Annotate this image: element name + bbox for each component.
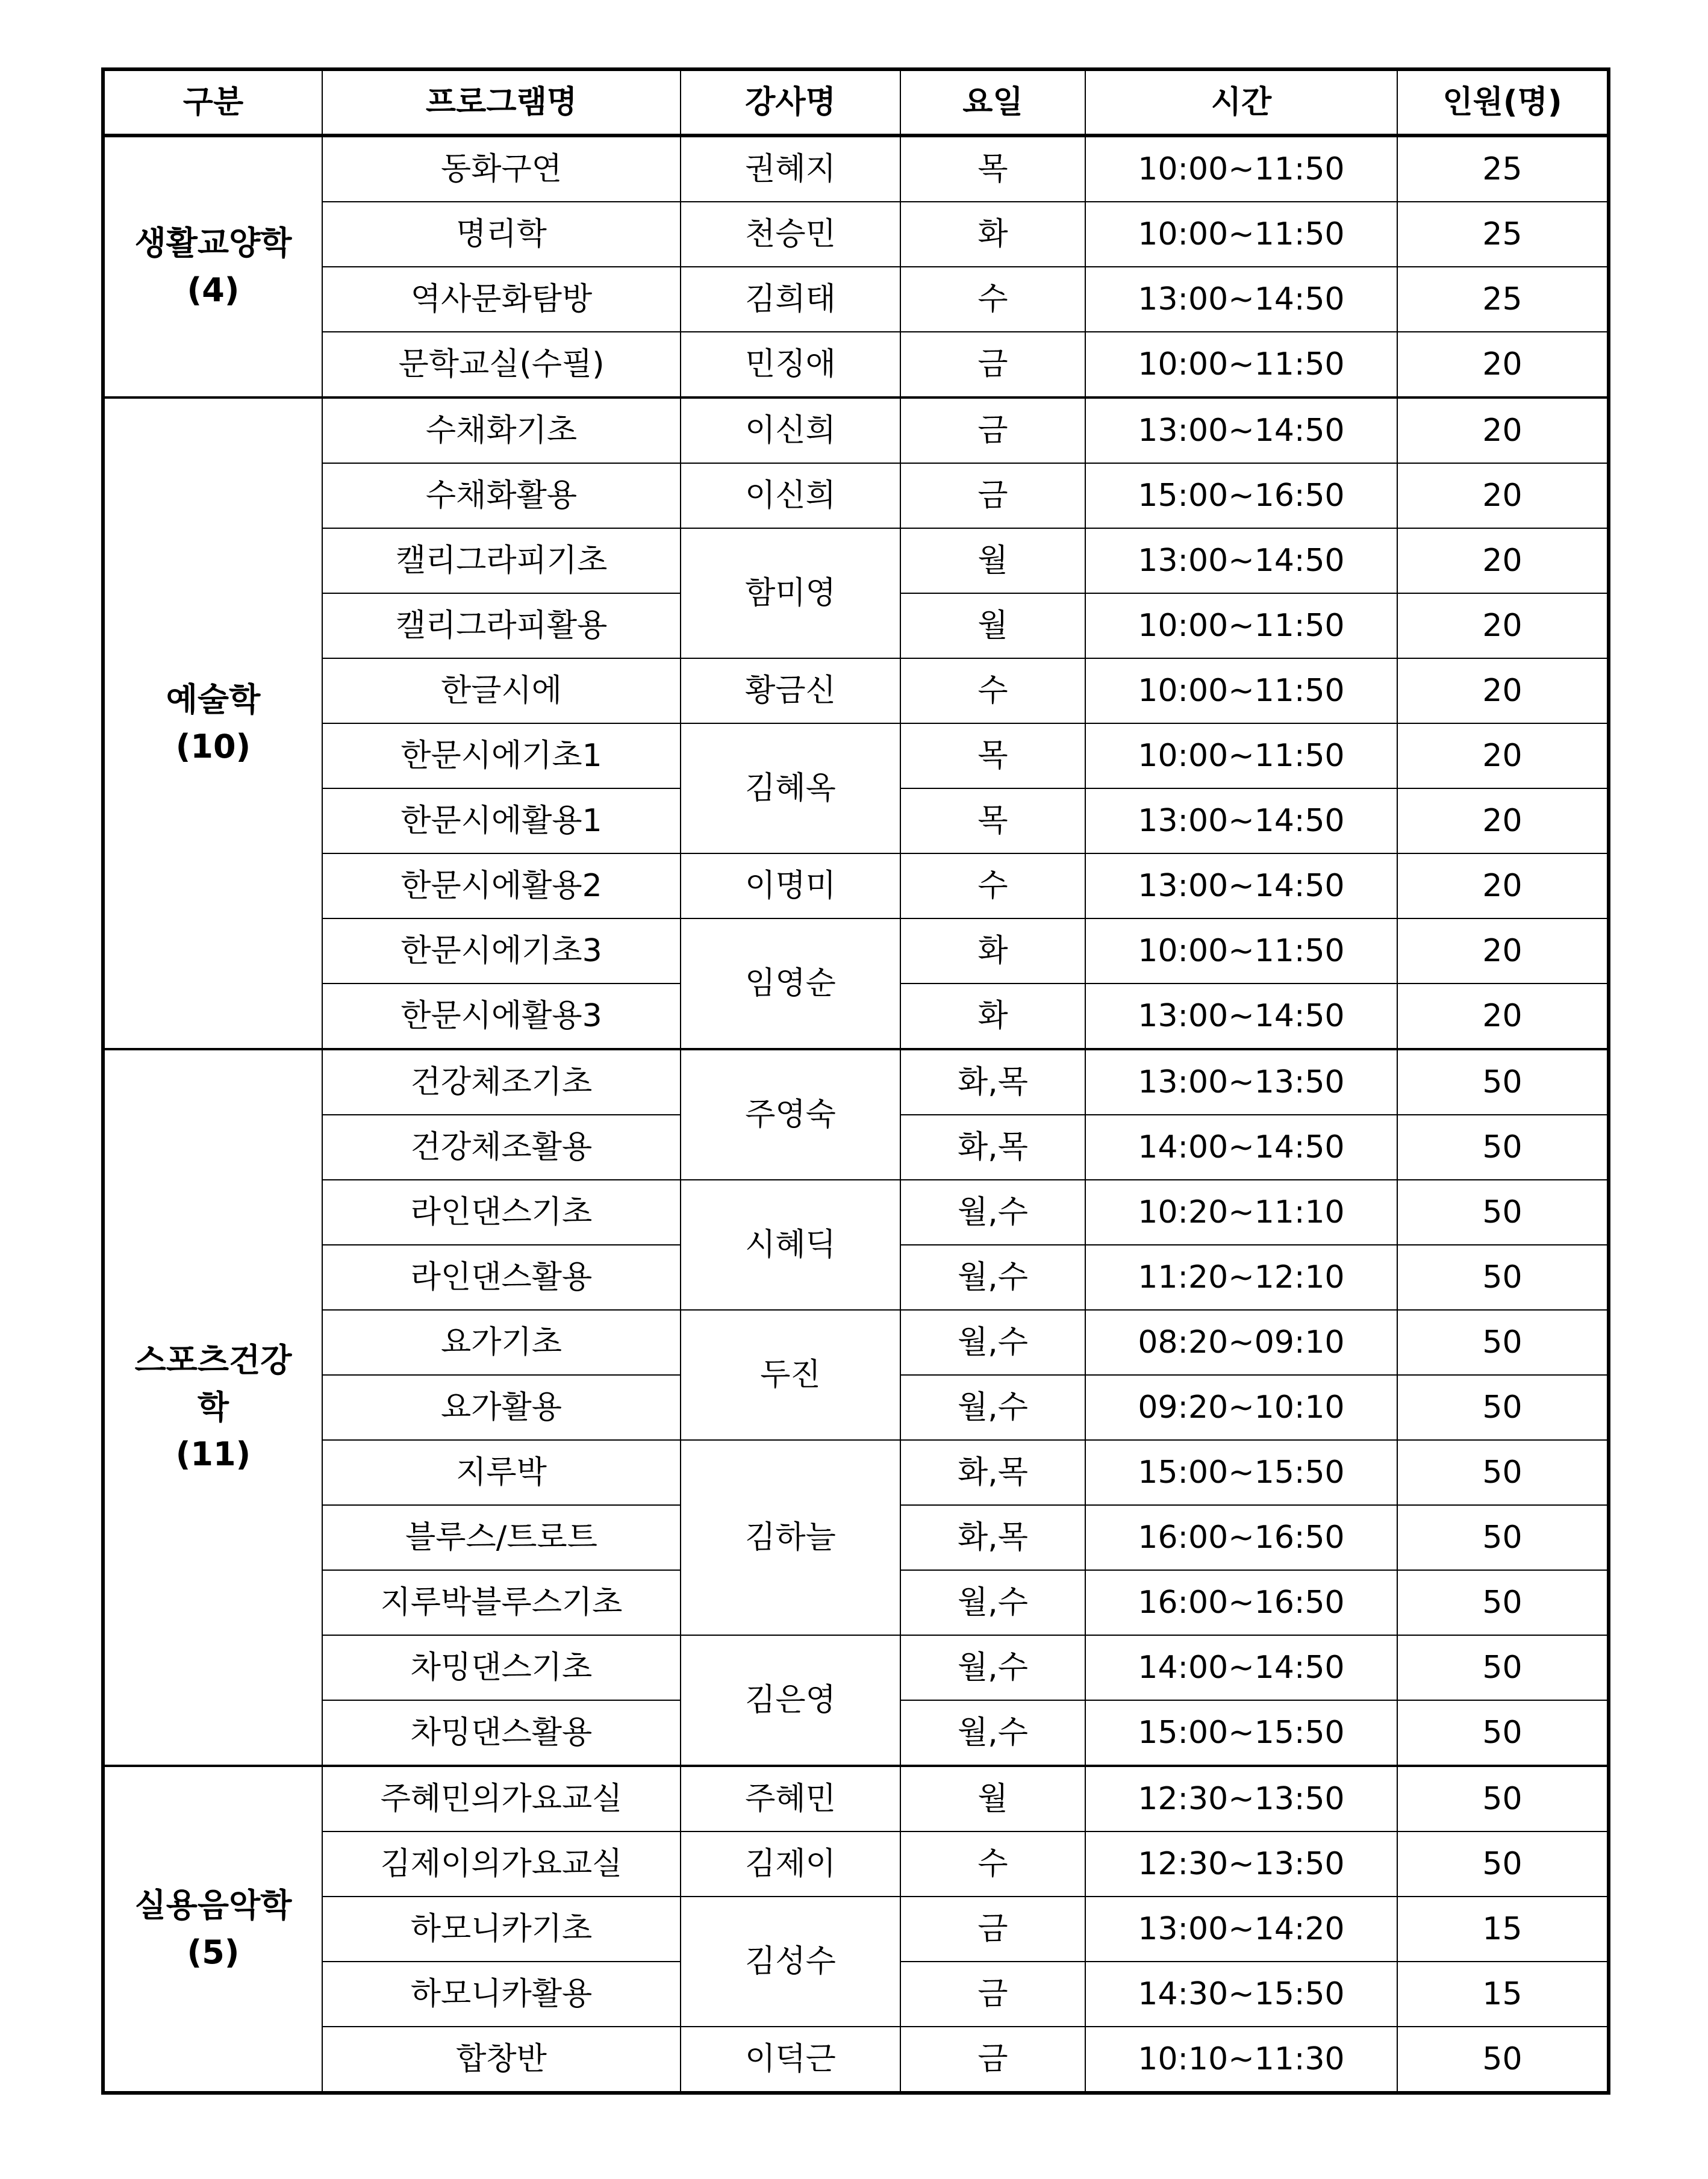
instructor-cell: 김혜옥: [681, 723, 900, 853]
category-count: (5): [187, 1933, 240, 1971]
program-name-cell: 역사문화탐방: [322, 267, 681, 332]
program-name-cell: 한문시에기초1: [322, 723, 681, 788]
program-name-cell: 수채화활용: [322, 463, 681, 528]
table-row: [103, 1440, 1609, 1505]
table-row: [103, 918, 1609, 984]
category-name: 생활교양학: [134, 223, 292, 262]
program-name-cell: 캘리그라피기초: [322, 528, 681, 593]
time-cell: 15:00~15:50: [1085, 1700, 1397, 1766]
instructor-cell: 임영순: [681, 918, 900, 1049]
category-count: (4): [187, 271, 240, 309]
instructor-cell: 천승민: [681, 202, 900, 267]
program-name-cell: 지루박: [322, 1440, 681, 1505]
day-cell: 목: [900, 788, 1085, 853]
time-cell: 13:00~14:50: [1085, 788, 1397, 853]
capacity-cell: 50: [1397, 1115, 1609, 1180]
table-row: [103, 1180, 1609, 1245]
time-cell: 15:00~16:50: [1085, 463, 1397, 528]
program-name-cell: 한문시에활용2: [322, 853, 681, 918]
instructor-cell: 이신희: [681, 397, 900, 463]
day-cell: 월,수: [900, 1375, 1085, 1440]
category-cell: [103, 397, 322, 1049]
instructor-cell: 민징애: [681, 332, 900, 397]
program-name-cell: 하모니카기초: [322, 1897, 681, 1962]
table-row: [103, 853, 1609, 918]
program-schedule-table: [101, 67, 1610, 2095]
table-row: [103, 136, 1609, 202]
day-cell: 수: [900, 853, 1085, 918]
instructor-cell: 김제이: [681, 1831, 900, 1897]
header-time: 시간: [1085, 69, 1397, 136]
day-cell: 화,목: [900, 1440, 1085, 1505]
table-row: [103, 528, 1609, 593]
table-row: [103, 397, 1609, 463]
capacity-cell: 25: [1397, 202, 1609, 267]
table-row: [103, 1635, 1609, 1700]
header-capacity: 인원(명): [1397, 69, 1609, 136]
time-cell: 08:20~09:10: [1085, 1310, 1397, 1375]
program-name-cell: 김제이의가요교실: [322, 1831, 681, 1897]
instructor-cell: 함미영: [681, 528, 900, 658]
instructor-cell: 황금신: [681, 658, 900, 723]
instructor-cell: 이덕근: [681, 2027, 900, 2093]
instructor-cell: 김은영: [681, 1635, 900, 1766]
program-name-cell: 지루박블루스기초: [322, 1570, 681, 1635]
instructor-cell: 두진: [681, 1310, 900, 1440]
time-cell: 10:00~11:50: [1085, 918, 1397, 984]
category-count: (10): [175, 728, 251, 765]
schedule-document: [101, 67, 1607, 2095]
time-cell: 13:00~13:50: [1085, 1049, 1397, 1115]
time-cell: 10:00~11:50: [1085, 332, 1397, 397]
category-cell: [103, 1766, 322, 2093]
header-row: [103, 69, 1609, 136]
instructor-cell: 김성수: [681, 1897, 900, 2027]
day-cell: 금: [900, 463, 1085, 528]
day-cell: 월,수: [900, 1310, 1085, 1375]
time-cell: 13:00~14:50: [1085, 397, 1397, 463]
day-cell: 수: [900, 658, 1085, 723]
capacity-cell: 50: [1397, 1245, 1609, 1310]
day-cell: 월: [900, 528, 1085, 593]
instructor-cell: 주영숙: [681, 1049, 900, 1180]
program-name-cell: 한문시에활용3: [322, 984, 681, 1049]
capacity-cell: 25: [1397, 267, 1609, 332]
day-cell: 화: [900, 202, 1085, 267]
day-cell: 월: [900, 1766, 1085, 1831]
time-cell: 13:00~14:50: [1085, 853, 1397, 918]
capacity-cell: 15: [1397, 1897, 1609, 1962]
capacity-cell: 50: [1397, 1375, 1609, 1440]
time-cell: 12:30~13:50: [1085, 1831, 1397, 1897]
time-cell: 15:00~15:50: [1085, 1440, 1397, 1505]
program-name-cell: 한문시에활용1: [322, 788, 681, 853]
table-row: [103, 463, 1609, 528]
day-cell: 월: [900, 593, 1085, 658]
time-cell: 16:00~16:50: [1085, 1570, 1397, 1635]
capacity-cell: 20: [1397, 918, 1609, 984]
program-name-cell: 건강체조활용: [322, 1115, 681, 1180]
time-cell: 10:00~11:50: [1085, 202, 1397, 267]
program-name-cell: 한문시에기초3: [322, 918, 681, 984]
capacity-cell: 50: [1397, 1049, 1609, 1115]
capacity-cell: 50: [1397, 1570, 1609, 1635]
time-cell: 14:30~15:50: [1085, 1962, 1397, 2027]
table-row: [103, 332, 1609, 397]
day-cell: 수: [900, 267, 1085, 332]
program-name-cell: 캘리그라피활용: [322, 593, 681, 658]
time-cell: 10:00~11:50: [1085, 658, 1397, 723]
day-cell: 금: [900, 332, 1085, 397]
instructor-cell: 김하늘: [681, 1440, 900, 1635]
table-header: [103, 69, 1609, 136]
day-cell: 화,목: [900, 1049, 1085, 1115]
instructor-cell: 이신희: [681, 463, 900, 528]
time-cell: 13:00~14:50: [1085, 984, 1397, 1049]
day-cell: 금: [900, 397, 1085, 463]
category-cell: [103, 1049, 322, 1766]
program-name-cell: 블루스/트로트: [322, 1505, 681, 1570]
table-row: [103, 1049, 1609, 1115]
program-name-cell: 라인댄스기초: [322, 1180, 681, 1245]
time-cell: 13:00~14:50: [1085, 267, 1397, 332]
capacity-cell: 20: [1397, 332, 1609, 397]
category-name: 예술학: [166, 680, 261, 719]
header-category: 구분: [103, 69, 322, 136]
day-cell: 금: [900, 1897, 1085, 1962]
day-cell: 화,목: [900, 1505, 1085, 1570]
time-cell: 13:00~14:50: [1085, 528, 1397, 593]
day-cell: 월,수: [900, 1570, 1085, 1635]
table-row: [103, 723, 1609, 788]
day-cell: 월,수: [900, 1180, 1085, 1245]
capacity-cell: 50: [1397, 2027, 1609, 2093]
time-cell: 10:00~11:50: [1085, 136, 1397, 202]
program-name-cell: 수채화기초: [322, 397, 681, 463]
capacity-cell: 50: [1397, 1635, 1609, 1700]
time-cell: 12:30~13:50: [1085, 1766, 1397, 1831]
program-name-cell: 하모니카활용: [322, 1962, 681, 2027]
day-cell: 월,수: [900, 1635, 1085, 1700]
time-cell: 10:00~11:50: [1085, 593, 1397, 658]
category-name: 실용음악학: [134, 1886, 292, 1924]
instructor-cell: 김희태: [681, 267, 900, 332]
capacity-cell: 20: [1397, 723, 1609, 788]
program-name-cell: 한글시에: [322, 658, 681, 723]
capacity-cell: 25: [1397, 136, 1609, 202]
day-cell: 수: [900, 1831, 1085, 1897]
capacity-cell: 50: [1397, 1505, 1609, 1570]
day-cell: 금: [900, 2027, 1085, 2093]
time-cell: 09:20~10:10: [1085, 1375, 1397, 1440]
instructor-cell: 시혜딕: [681, 1180, 900, 1310]
program-name-cell: 명리학: [322, 202, 681, 267]
table-row: [103, 1897, 1609, 1962]
program-name-cell: 문학교실(수필): [322, 332, 681, 397]
day-cell: 목: [900, 723, 1085, 788]
category-count: (11): [175, 1435, 251, 1474]
program-name-cell: 요가기초: [322, 1310, 681, 1375]
capacity-cell: 15: [1397, 1962, 1609, 2027]
time-cell: 10:20~11:10: [1085, 1180, 1397, 1245]
day-cell: 월,수: [900, 1700, 1085, 1766]
day-cell: 월,수: [900, 1245, 1085, 1310]
capacity-cell: 50: [1397, 1440, 1609, 1505]
table-row: [103, 1766, 1609, 1831]
time-cell: 14:00~14:50: [1085, 1115, 1397, 1180]
program-name-cell: 차밍댄스활용: [322, 1700, 681, 1766]
day-cell: 목: [900, 136, 1085, 202]
capacity-cell: 20: [1397, 528, 1609, 593]
program-name-cell: 차밍댄스기초: [322, 1635, 681, 1700]
capacity-cell: 50: [1397, 1180, 1609, 1245]
capacity-cell: 50: [1397, 1766, 1609, 1831]
program-name-cell: 합창반: [322, 2027, 681, 2093]
category-name: 스포츠건강학: [134, 1341, 292, 1426]
day-cell: 화: [900, 984, 1085, 1049]
instructor-cell: 권혜지: [681, 136, 900, 202]
program-name-cell: 건강체조기초: [322, 1049, 681, 1115]
instructor-cell: 이명미: [681, 853, 900, 918]
category-cell: [103, 136, 322, 397]
time-cell: 16:00~16:50: [1085, 1505, 1397, 1570]
day-cell: 화,목: [900, 1115, 1085, 1180]
day-cell: 화: [900, 918, 1085, 984]
table-row: [103, 2027, 1609, 2093]
table-row: [103, 202, 1609, 267]
time-cell: 11:20~12:10: [1085, 1245, 1397, 1310]
capacity-cell: 20: [1397, 788, 1609, 853]
time-cell: 10:00~11:50: [1085, 723, 1397, 788]
capacity-cell: 20: [1397, 463, 1609, 528]
capacity-cell: 20: [1397, 397, 1609, 463]
header-program: 프로그램명: [322, 69, 681, 136]
capacity-cell: 50: [1397, 1310, 1609, 1375]
capacity-cell: 20: [1397, 658, 1609, 723]
capacity-cell: 50: [1397, 1831, 1609, 1897]
table-body: [103, 136, 1609, 2093]
table-row: [103, 1831, 1609, 1897]
header-instructor: 강사명: [681, 69, 900, 136]
capacity-cell: 20: [1397, 593, 1609, 658]
program-name-cell: 요가활용: [322, 1375, 681, 1440]
header-day: 요일: [900, 69, 1085, 136]
capacity-cell: 20: [1397, 853, 1609, 918]
program-name-cell: 주혜민의가요교실: [322, 1766, 681, 1831]
table-row: [103, 658, 1609, 723]
time-cell: 13:00~14:20: [1085, 1897, 1397, 1962]
time-cell: 10:10~11:30: [1085, 2027, 1397, 2093]
day-cell: 금: [900, 1962, 1085, 2027]
time-cell: 14:00~14:50: [1085, 1635, 1397, 1700]
program-name-cell: 동화구연: [322, 136, 681, 202]
program-name-cell: 라인댄스활용: [322, 1245, 681, 1310]
table-row: [103, 267, 1609, 332]
capacity-cell: 20: [1397, 984, 1609, 1049]
capacity-cell: 50: [1397, 1700, 1609, 1766]
instructor-cell: 주혜민: [681, 1766, 900, 1831]
table-row: [103, 1310, 1609, 1375]
